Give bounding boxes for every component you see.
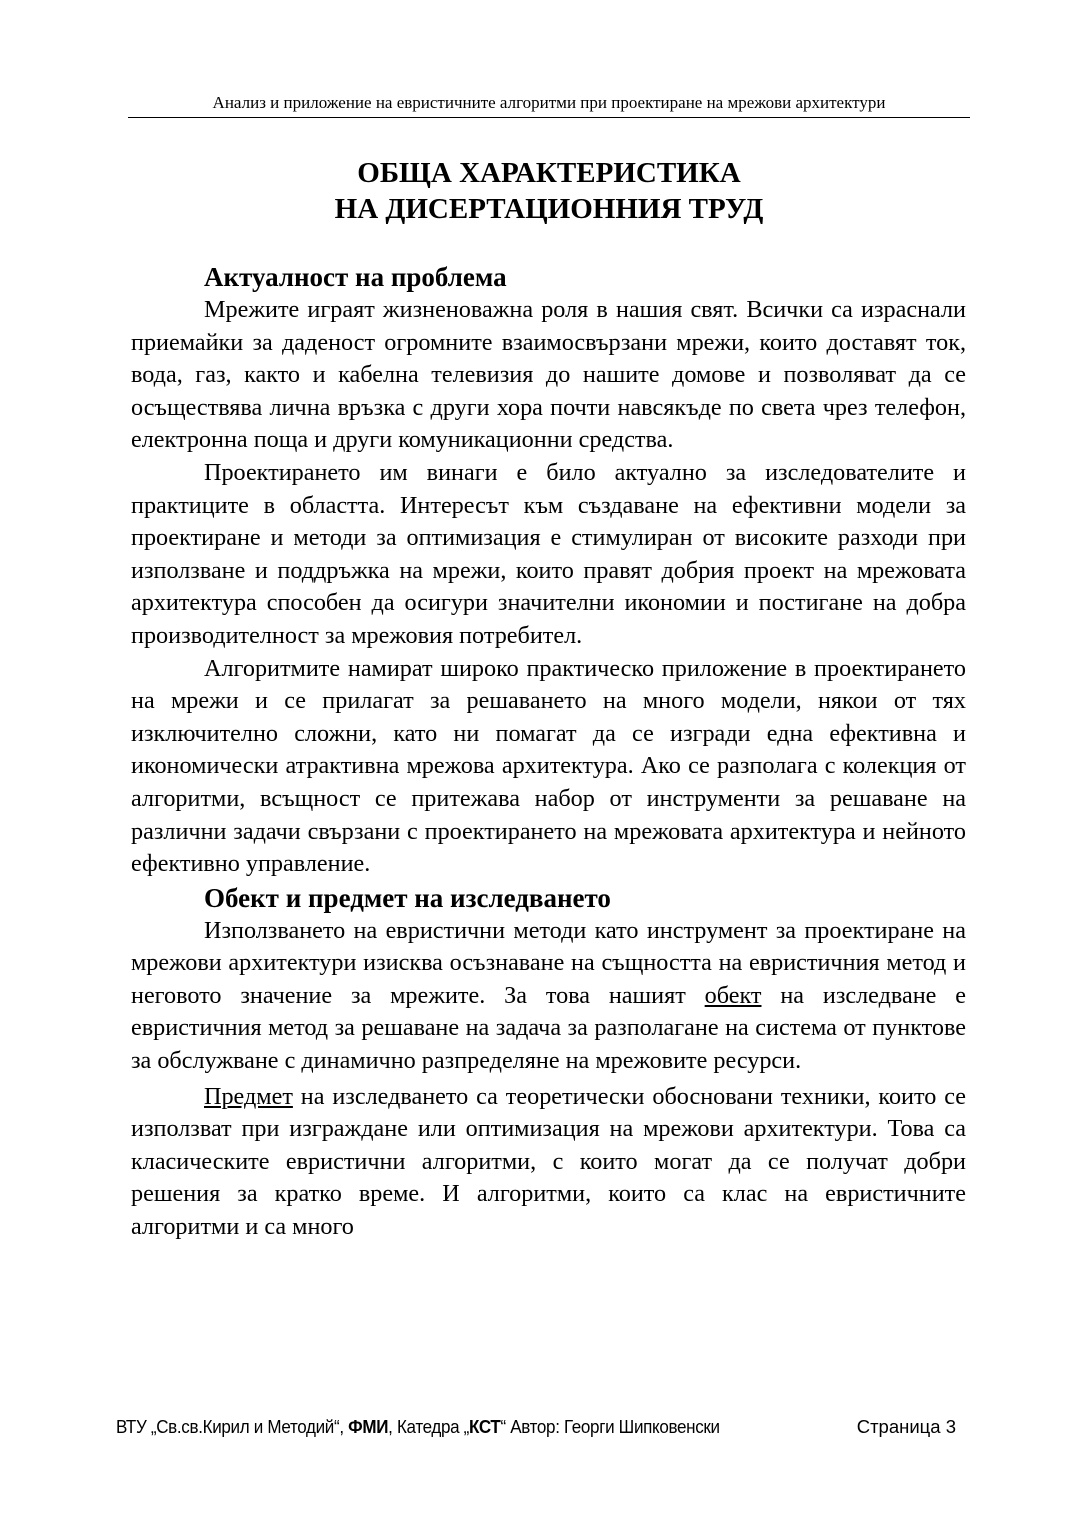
title-line-2: НА ДИСЕРТАЦИОННИЯ ТРУД xyxy=(334,193,764,225)
paragraph xyxy=(131,1081,966,1244)
page-title xyxy=(128,155,970,227)
underlined-term-subject: Предмет xyxy=(204,1082,293,1110)
paragraph: Проектирането им винаги е било актуално за изследователите и практиците в областта. Интересът към създаване на ефективни модели за проектиране и методи за оптимизация е стимулиран от високите разходи при използване и поддръжка на мрежи, които правят добрия проект на мрежовата архитектура способен да осигури значителни икономии и постигане на добра производителност за мрежовия потребител. xyxy=(131,458,966,649)
section-heading-relevance: Актуалност на проблема xyxy=(204,262,507,292)
underlined-term-object: обект xyxy=(704,981,762,1009)
page-number: Страница 3 xyxy=(856,1416,956,1437)
paragraph-text: Използването на евристични методи като инструмент за проектиране на мрежови архитектури изисква осъзнаване на същността на евристичния метод и неговото значение за мрежите. xyxy=(131,916,966,1009)
paragraph xyxy=(131,915,966,1078)
paragraph-text: на изследването са теоретически обосновани техники, които се използват при изграждане или оптимизация на мрежови архитектури. Това са класическите евристични алгоритми, с които могат да се получат добри решения за кратко време. И алгоритми, които са клас на евристичните алгоритми и са много xyxy=(131,1082,966,1241)
paragraph-text: на изследване е евристичния метод за решаване на задача за разполагане на система от пунктове за обслужване с динамично разпределяне на мрежовите ресурси. xyxy=(131,981,967,1075)
paragraph-text: За това нашият xyxy=(504,981,686,1009)
paragraph: Мрежите играят жизненоважна роля в нашия свят. Всички са израснали приемайки за даденост огромните взаимосвързани мрежи, които доставят ток, вода, газ, както и кабелна телевизия до нашите домове и позволяват да се осъществява лична връзка с други хора почти навсякъде по света чрез телефон, електронна поща и други комуникационни средства. xyxy=(131,296,966,454)
footer-dept-prefix: , Катедра „ xyxy=(388,1416,470,1437)
paragraph: Алгоритмите намират широко практическо приложение в проектирането на мрежи и се прилагат за решаването на много модели, някои от тях изключително сложни, като ни помагат да се изгради една ефективна и икономически атрактивна мрежова архитектура. Ако се разполага с колекция от алгоритми, всъщност се притежава набор от инструменти за решаване на различни задачи свързани с проектирането на мрежовата архитектура и нейното ефективно управление. xyxy=(131,654,966,878)
running-header: Анализ и приложение на евристичните алгоритми при проектиране на мрежови архитектури xyxy=(128,92,970,118)
footer-department: КСТ xyxy=(469,1416,501,1437)
footer-faculty: ФМИ xyxy=(348,1416,389,1437)
title-line-1: ОБЩА ХАРАКТЕРИСТИКА xyxy=(357,157,741,189)
footer-university: ВТУ „Св.св.Кирил и Методий“, xyxy=(116,1416,344,1437)
footer-author: “ Автор: Георги Шипковенски xyxy=(500,1416,720,1437)
document-body xyxy=(131,260,966,1244)
footer-affiliation xyxy=(116,1415,720,1439)
section-heading-object-subject: Обект и предмет на изследването xyxy=(204,882,611,913)
